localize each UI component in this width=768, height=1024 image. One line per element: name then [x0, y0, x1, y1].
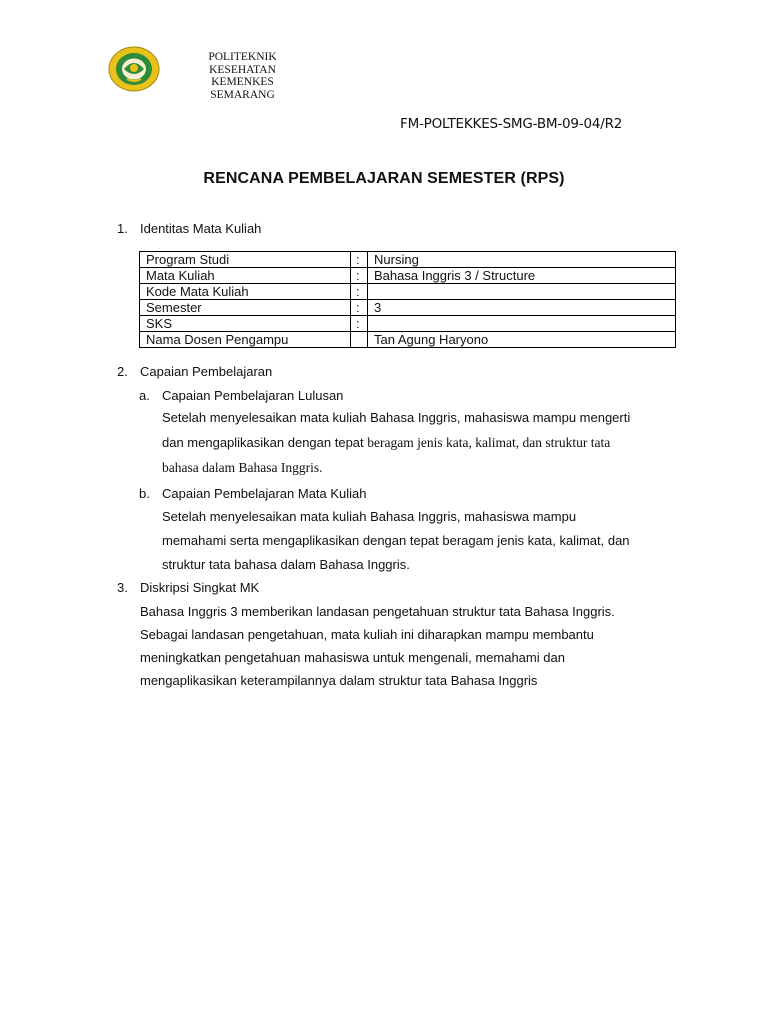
institution-line: KEMENKES	[211, 76, 274, 89]
field-label: Semester	[140, 300, 351, 316]
section-label: Capaian Pembelajaran	[140, 364, 273, 379]
table-row	[140, 252, 676, 268]
field-label: Nama Dosen Pengampu	[140, 332, 351, 348]
paragraph-fragment: beragam jenis kata, kalimat, dan struktur tata	[367, 435, 611, 450]
field-separator: :	[351, 284, 368, 300]
institution-line: POLITEKNIK	[208, 51, 277, 63]
section-label: Diskripsi Singkat MK	[140, 580, 260, 595]
identity-table	[139, 251, 676, 348]
paragraph-line: Setelah menyelesaikan mata kuliah Bahasa Inggris, mahasiswa mampu mengerti	[162, 410, 631, 425]
table-row	[140, 316, 676, 332]
poltekkes-emblem-icon	[107, 45, 161, 93]
paragraph-line: meningkatkan pengetahuan mahasiswa untuk mengenali, memahami dan	[140, 650, 565, 665]
subsection-label: Capaian Pembelajaran Lulusan	[162, 388, 344, 403]
table-row	[140, 268, 676, 284]
institution-line: SEMARANG	[210, 88, 275, 101]
field-separator: :	[351, 300, 368, 316]
paragraph-fragment: dan mengaplikasikan dengan tepat	[162, 435, 364, 450]
field-label: SKS	[140, 316, 351, 332]
institution-line: KESEHATAN	[209, 63, 276, 76]
subsection-label: Capaian Pembelajaran Mata Kuliah	[162, 486, 367, 501]
field-value	[368, 316, 676, 332]
section-number: 3.	[117, 580, 128, 595]
paragraph-line: bahasa dalam Bahasa Inggris.	[162, 460, 323, 475]
field-separator: :	[351, 268, 368, 284]
section-number: 2.	[117, 364, 128, 379]
paragraph-line: struktur tata bahasa dalam Bahasa Inggris.	[162, 557, 410, 572]
document-title: RENCANA PEMBELAJARAN SEMESTER (RPS)	[203, 170, 565, 187]
field-value: Nursing	[368, 252, 676, 268]
section-label: Identitas Mata Kuliah	[140, 221, 262, 236]
section-number: 1.	[117, 221, 128, 236]
field-separator: :	[351, 252, 368, 268]
field-value: Bahasa Inggris 3 / Structure	[368, 268, 676, 284]
paragraph-line: Bahasa Inggris 3 memberikan landasan pengetahuan struktur tata Bahasa Inggris.	[140, 604, 615, 619]
paragraph-line: mengaplikasikan keterampilannya dalam struktur tata Bahasa Inggris	[140, 673, 538, 688]
field-value	[368, 284, 676, 300]
field-label: Mata Kuliah	[140, 268, 351, 284]
field-value: 3	[368, 300, 676, 316]
field-label: Kode Mata Kuliah	[140, 284, 351, 300]
field-separator: :	[351, 316, 368, 332]
table-row	[140, 284, 676, 300]
field-label: Program Studi	[140, 252, 351, 268]
table-row	[140, 300, 676, 316]
paragraph-line: Sebagai landasan pengetahuan, mata kuliah ini diharapkan mampu membantu	[140, 627, 594, 642]
field-separator	[351, 332, 368, 348]
form-code: FM-POLTEKKES-SMG-BM-09-04/R2	[400, 116, 623, 132]
paragraph-line: Setelah menyelesaikan mata kuliah Bahasa Inggris, mahasiswa mampu	[162, 509, 577, 524]
field-value: Tan Agung Haryono	[368, 332, 676, 348]
paragraph-line: memahami serta mengaplikasikan dengan tepat beragam jenis kata, kalimat, dan	[162, 533, 630, 548]
institution-name	[195, 51, 290, 101]
subsection-marker: a.	[139, 388, 150, 403]
paragraph-line	[162, 435, 610, 451]
table-row	[140, 332, 676, 348]
subsection-marker: b.	[139, 486, 150, 501]
